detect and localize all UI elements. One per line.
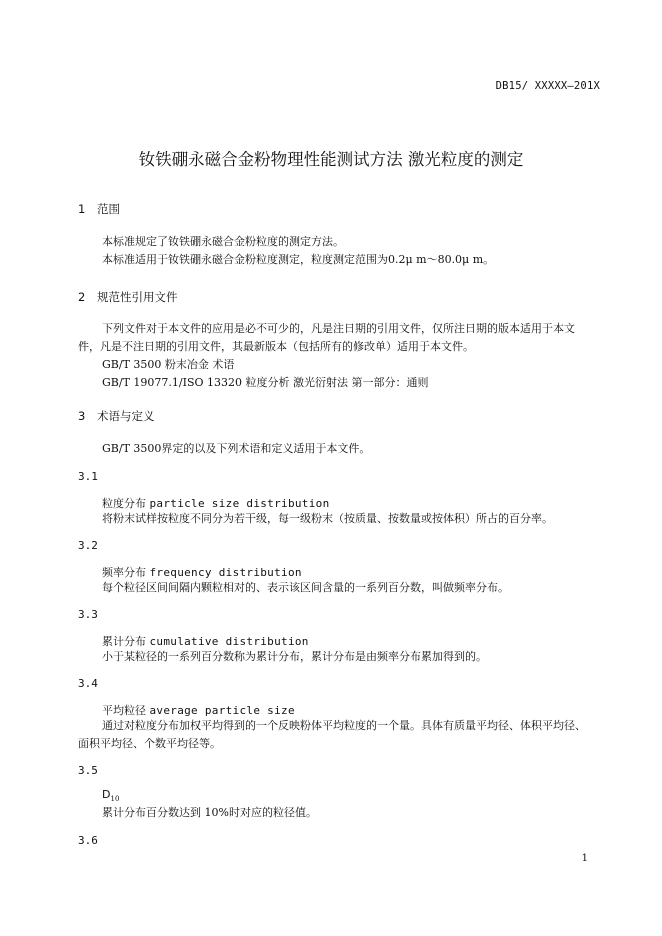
paragraph: GB/T 3500界定的以及下列术语和定义适用于本文件。 — [102, 442, 371, 455]
section-1-body — [78, 233, 603, 269]
term-symbol: D — [102, 788, 111, 801]
standard-code: DB15/ XXXXX—201X — [495, 80, 600, 92]
term-definition — [78, 804, 608, 822]
paragraph: 本标准适用于钕铁硼永磁合金粉粒度测定，粒度测定范围为0.2μ m～80.0μ m。 — [102, 253, 495, 266]
clause-number: 3.2 — [78, 539, 98, 552]
definition-line: 每个粒径区间间隔内颗粒相对的、表示该区间含量的一系列百分数，叫做频率分布。 — [102, 581, 509, 594]
paragraph-line: 件，凡是不注日期的引用文件，其最新版本（包括所有的修改单）适用于本文件。 — [78, 340, 474, 353]
normative-reference: GB/T 3500 粉末冶金 术语 — [102, 358, 235, 371]
term-chinese: 平均粒径 — [102, 704, 146, 717]
definition-line: 通过对粒度分布加权平均得到的一个反映粉体平均粒度的一个量。具体有质量平均径、体积平均径、 — [102, 719, 586, 732]
term-english: particle size distribution — [149, 497, 330, 510]
section-2-heading — [78, 289, 178, 305]
term-chinese: 频率分布 — [102, 566, 146, 579]
term-entry — [102, 702, 295, 718]
section-3-heading — [78, 408, 155, 424]
clause-number: 3.1 — [78, 470, 98, 483]
definition-line: 小于某粒径的一系列百分数称为累计分布，累计分布是由频率分布累加得到的。 — [102, 650, 487, 663]
section-1-heading — [78, 201, 120, 217]
section-title: 术语与定义 — [97, 409, 155, 423]
section-number: 1 — [78, 202, 86, 216]
clause-number: 3.4 — [78, 677, 98, 690]
definition-line: 将粉末试样按粒度不同分为若干级，每一级粉末（按质量、按数量或按体积）所占的百分率。 — [102, 512, 553, 525]
term-definition — [78, 717, 608, 753]
normative-reference: GB/T 19077.1/ISO 13320 粒度分析 激光衍射法 第一部分：通则 — [102, 376, 429, 389]
clause-number: 3.3 — [78, 608, 98, 621]
term-entry — [102, 788, 119, 803]
definition-line: 面积平均径、个数平均径等。 — [78, 737, 221, 750]
term-definition — [78, 579, 608, 597]
term-english: cumulative distribution — [149, 635, 309, 648]
paragraph-line: 下列文件对于本文件的应用是必不可少的，凡是注日期的引用文件，仅所注日期的版本适用于本文 — [102, 322, 575, 335]
document-title: 钕铁硼永磁合金粉物理性能测试方法 激光粒度的测定 — [138, 150, 524, 169]
clause-number: 3.5 — [78, 764, 98, 777]
term-entry — [102, 495, 330, 511]
term-definition — [78, 510, 608, 528]
term-chinese: 累计分布 — [102, 635, 146, 648]
term-symbol-subscript: 10 — [110, 795, 120, 804]
section-title: 范围 — [97, 202, 120, 216]
term-chinese: 粒度分布 — [102, 497, 146, 510]
clause-number: 3.6 — [78, 834, 98, 847]
term-entry — [102, 633, 309, 649]
definition-line: 累计分布百分数达到 10%时对应的粒径值。 — [102, 806, 317, 819]
term-definition — [78, 648, 608, 666]
term-english: average particle size — [149, 704, 295, 717]
page-number: 1 — [581, 853, 588, 864]
section-3-intro — [78, 440, 603, 458]
paragraph: 本标准规定了钕铁硼永磁合金粉粒度的测定方法。 — [102, 235, 344, 248]
section-number: 3 — [78, 409, 86, 423]
term-entry — [102, 564, 302, 580]
section-title: 规范性引用文件 — [97, 290, 178, 304]
section-2-body — [78, 320, 603, 392]
term-english: frequency distribution — [149, 566, 302, 579]
section-number: 2 — [78, 290, 86, 304]
